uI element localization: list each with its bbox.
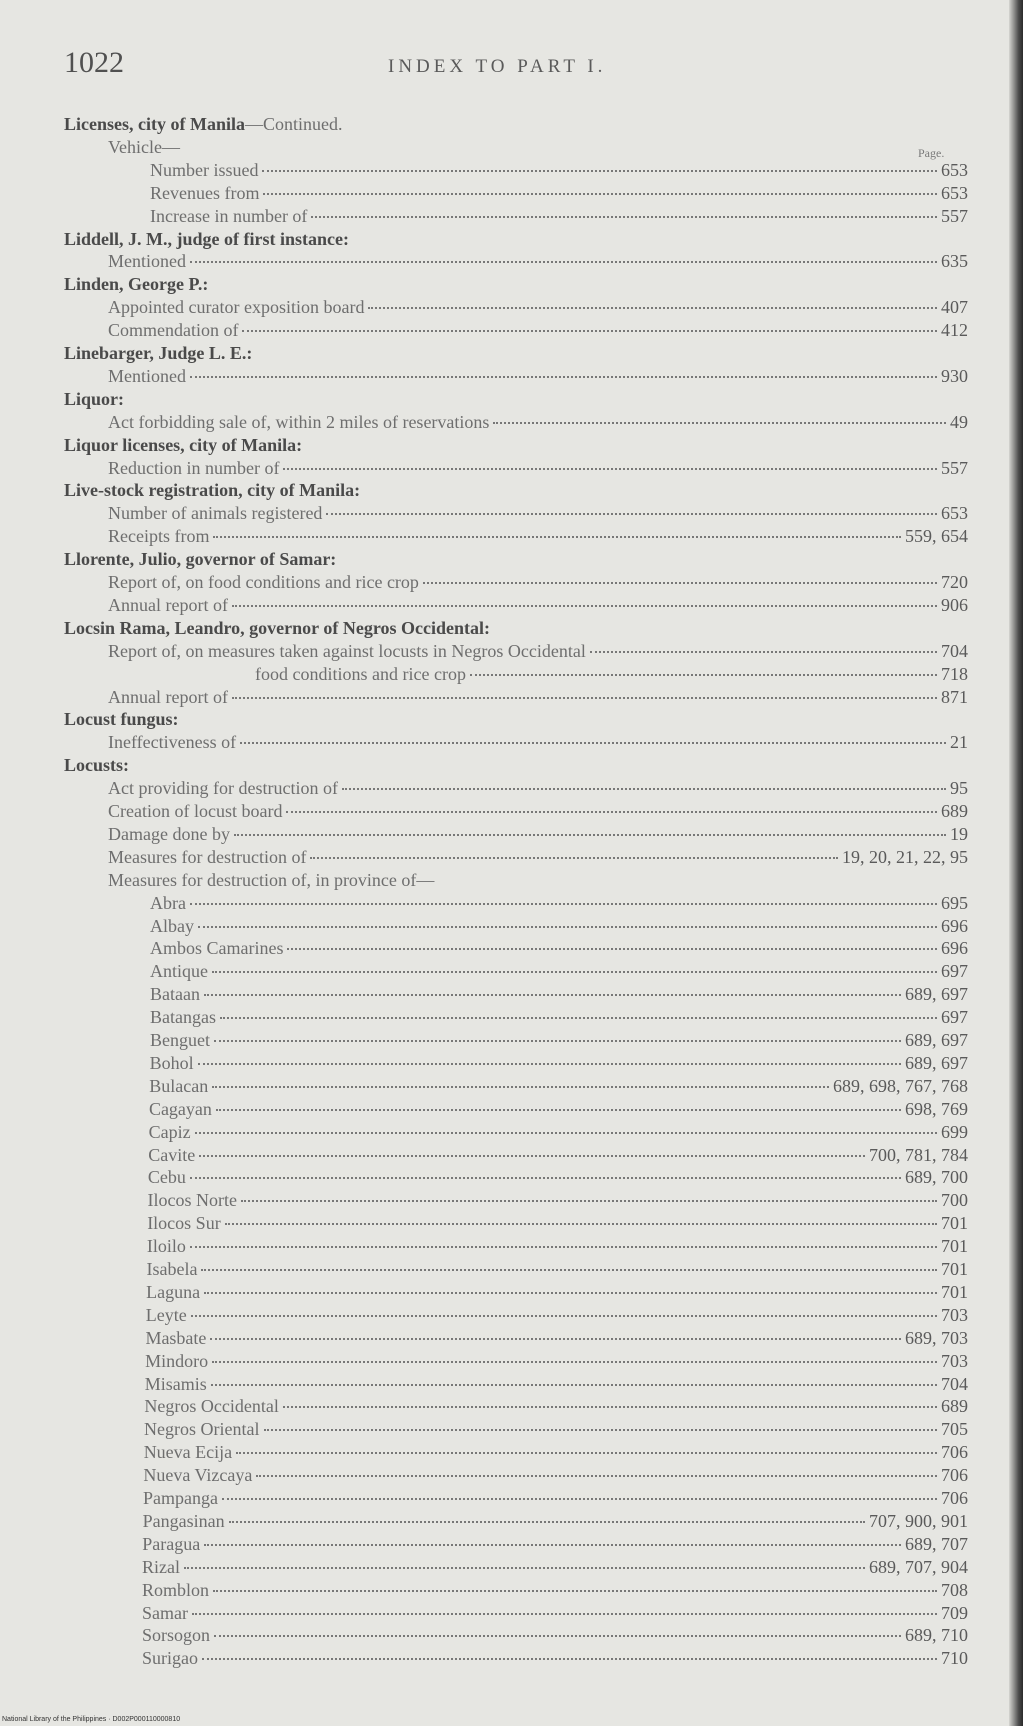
dot-leader — [190, 376, 937, 378]
index-subentry — [108, 686, 968, 708]
index-subentry — [142, 1533, 968, 1555]
page-reference: 559, 654 — [905, 526, 968, 547]
entry-label: Vehicle— — [108, 136, 180, 157]
index-subentry — [108, 411, 968, 433]
dot-leader — [190, 903, 937, 905]
index-subentry — [142, 1556, 968, 1578]
dot-leader — [493, 422, 946, 424]
index-subentry — [150, 983, 968, 1005]
entry-label: Revenues from — [150, 182, 260, 203]
page-reference: 710 — [941, 1648, 968, 1669]
index-subentry — [145, 1350, 968, 1372]
page-reference: 689 — [941, 801, 968, 821]
page-reference: 701 — [941, 1259, 968, 1279]
page-reference: 708 — [941, 1579, 968, 1600]
page-number: 1022 — [64, 46, 124, 79]
page-reference: 718 — [941, 663, 968, 684]
entry-label: Number issued — [150, 159, 259, 180]
dot-leader — [214, 1040, 901, 1042]
index-subentry — [108, 457, 968, 479]
dot-leader — [283, 1406, 937, 1408]
index-subentry — [143, 1510, 968, 1532]
dot-leader — [212, 1361, 937, 1363]
index-subentry — [143, 1464, 968, 1486]
dot-leader — [190, 1246, 937, 1248]
index-subentry — [150, 937, 968, 959]
entry-label: Report of, on food conditions and rice crop — [108, 572, 419, 592]
index-subentry — [108, 296, 968, 318]
running-head: INDEX TO PART I. — [388, 56, 607, 77]
entry-label: Laguna — [146, 1281, 201, 1302]
entry-label: Increase in number of — [150, 205, 308, 226]
entry-label: Annual report of — [108, 594, 228, 615]
entry-label: Isabela — [146, 1259, 198, 1279]
page-reference: 19 — [950, 823, 968, 844]
index-subentry — [142, 1647, 968, 1669]
index-heading — [64, 754, 129, 776]
entry-label: Nueva Ecija — [143, 1442, 233, 1463]
dot-leader — [240, 742, 946, 744]
dot-leader — [211, 1384, 937, 1386]
entry-label: Surigao — [142, 1648, 198, 1669]
page-reference: 21 — [950, 732, 968, 753]
entry-label: Benguet — [150, 1030, 210, 1050]
entry-label: Reduction in number of — [108, 457, 280, 478]
page-reference: 696 — [941, 938, 968, 959]
entry-label: Rizal — [142, 1556, 180, 1577]
index-subentry — [150, 892, 968, 914]
page-reference: 689, 697 — [904, 1052, 968, 1073]
entry-label: Act providing for destruction of — [108, 778, 338, 799]
index-subentry — [108, 777, 968, 799]
dot-leader — [198, 926, 937, 928]
entry-label: Locust fungus: — [64, 709, 179, 730]
dot-leader — [204, 994, 901, 996]
index-heading — [64, 342, 252, 364]
index-heading — [64, 548, 336, 570]
entry-label: Locsin Rama, Leandro, governor of Negros Occidental: — [64, 617, 490, 638]
dot-leader — [222, 1498, 937, 1500]
page-reference: 701 — [940, 1236, 968, 1257]
entry-label: Damage done by — [108, 823, 230, 844]
page-reference: 653 — [941, 182, 968, 203]
index-subentry — [144, 1418, 968, 1440]
index-subentry — [150, 915, 968, 937]
index-subentry — [255, 663, 968, 685]
entry-label: Negros Occidental — [144, 1396, 279, 1417]
dot-leader — [198, 1063, 901, 1065]
dot-leader — [262, 170, 937, 172]
entry-label: Romblon — [142, 1579, 210, 1600]
page-reference: 695 — [941, 892, 968, 913]
index-heading — [64, 434, 302, 456]
index-subentry — [108, 502, 968, 524]
dot-leader — [242, 330, 937, 332]
page-reference: 709 — [941, 1602, 968, 1623]
dot-leader — [190, 1177, 901, 1179]
entry-label: Mentioned — [108, 251, 186, 272]
dot-leader — [590, 651, 937, 653]
index-subentry — [144, 1441, 968, 1463]
dot-leader — [286, 811, 937, 813]
page-reference: 407 — [941, 297, 968, 318]
entry-label: Negros Oriental — [144, 1419, 260, 1440]
page-reference: 689, 700 — [904, 1167, 968, 1188]
page-reference: 705 — [940, 1419, 968, 1440]
index-subentry — [108, 846, 968, 868]
page-reference: 653 — [941, 159, 968, 180]
entry-label: Paragua — [142, 1533, 201, 1554]
dot-leader — [204, 1544, 901, 1546]
dot-leader — [216, 1109, 901, 1111]
dot-leader — [214, 1635, 901, 1637]
index-subentry — [108, 319, 968, 341]
page-reference: 19, 20, 21, 22, 95 — [842, 846, 968, 867]
index-subentry — [143, 1487, 968, 1509]
entry-label: Liquor licenses, city of Manila: — [64, 434, 303, 455]
index-subentry — [108, 571, 968, 593]
entry-label: Annual report of — [108, 686, 228, 707]
dot-leader — [229, 1521, 865, 1523]
entry-label: food conditions and rice crop — [255, 663, 466, 684]
index-heading — [64, 388, 124, 410]
index-subentry — [108, 365, 968, 387]
dot-leader — [232, 697, 937, 699]
page-reference: 689, 707 — [904, 1533, 968, 1554]
page-reference: 701 — [940, 1281, 968, 1302]
page-reference: 701 — [940, 1213, 968, 1234]
index-subentry — [108, 250, 968, 272]
index-subentry — [147, 1212, 968, 1234]
dot-leader — [287, 948, 937, 950]
index-subentry — [149, 1121, 968, 1143]
dot-leader — [342, 788, 946, 790]
page-reference: 689, 703 — [904, 1327, 968, 1348]
entry-label: Liddell, J. M., judge of first instance: — [64, 228, 349, 249]
dot-leader — [326, 513, 937, 515]
dot-leader — [234, 834, 946, 836]
index-heading — [64, 708, 179, 730]
index-subentry — [108, 640, 968, 662]
index-subentry — [145, 1373, 968, 1395]
index-subentry — [150, 182, 968, 204]
entry-label: Linebarger, Judge L. E.: — [64, 343, 253, 363]
index-heading — [64, 617, 490, 639]
dot-leader — [256, 1475, 937, 1477]
index-subentry — [108, 136, 180, 158]
index-subentry — [149, 1098, 968, 1120]
entry-label: Ineffectiveness of — [108, 732, 237, 753]
dot-leader — [225, 1223, 937, 1225]
entry-label: Bulacan — [149, 1075, 209, 1096]
entry-label: Report of, on measures taken against locusts in Negros Occidental — [108, 640, 586, 661]
dot-leader — [213, 1590, 937, 1592]
entry-label: Batangas — [150, 1007, 216, 1028]
page-reference: 699 — [940, 1121, 968, 1142]
entry-label: Sorsogon — [142, 1625, 211, 1646]
page-reference: 700 — [940, 1190, 968, 1211]
index-subentry — [150, 205, 968, 227]
page-reference: 689 — [940, 1396, 968, 1417]
index-subentry — [142, 1579, 968, 1601]
entry-label: Samar — [142, 1602, 188, 1623]
entry-label: Leyte — [145, 1304, 187, 1325]
dot-leader — [283, 468, 937, 470]
dot-leader — [190, 261, 937, 263]
entry-label: Locusts: — [64, 755, 130, 776]
entry-label: Mindoro — [145, 1350, 209, 1371]
page-reference: 696 — [941, 915, 968, 936]
entry-label: Llorente, Julio, governor of Samar: — [64, 549, 337, 570]
continued-note: —Continued. — [244, 114, 343, 134]
index-heading — [64, 228, 349, 250]
entry-label: Mentioned — [108, 365, 186, 386]
page-reference: 557 — [941, 457, 968, 478]
dot-leader — [184, 1567, 865, 1569]
page-reference: 697 — [941, 961, 968, 982]
entry-label: Licenses, city of Manila — [64, 114, 245, 134]
index-subentry — [108, 525, 968, 547]
page-reference: 689, 707, 904 — [869, 1556, 968, 1577]
index-subentry — [142, 1602, 968, 1624]
dot-leader — [263, 193, 937, 195]
index-subentry — [146, 1304, 968, 1326]
page-reference: 689, 710 — [905, 1625, 968, 1646]
page-reference: 557 — [941, 205, 968, 226]
index-subentry — [142, 1624, 968, 1646]
dot-leader — [241, 1200, 937, 1202]
dot-leader — [212, 971, 937, 973]
index-subentry — [145, 1327, 968, 1349]
page-reference: 871 — [941, 686, 968, 707]
page-reference: 930 — [941, 365, 968, 386]
entry-label: Abra — [150, 892, 186, 913]
entry-label: Bohol — [149, 1052, 194, 1073]
dot-leader — [311, 216, 937, 218]
dot-leader — [470, 674, 937, 676]
entry-label: Antique — [150, 961, 208, 982]
page-reference: 706 — [941, 1488, 968, 1508]
dot-leader — [236, 1452, 937, 1454]
page-column-label: Page. — [918, 146, 945, 160]
index-subentry — [108, 869, 434, 891]
dot-leader — [202, 1658, 937, 1660]
entry-label: Albay — [150, 915, 194, 936]
entry-label: Bataan — [150, 984, 200, 1005]
entry-label: Live-stock registration, city of Manila: — [64, 480, 361, 501]
entry-label: Pampanga — [143, 1488, 218, 1508]
dot-leader — [210, 1338, 901, 1340]
entry-label: Pangasinan — [142, 1510, 225, 1531]
page-reference: 703 — [940, 1350, 968, 1371]
entry-label: Nueva Vizcaya — [143, 1465, 253, 1486]
page-reference: 706 — [940, 1442, 968, 1463]
entry-label: Receipts from — [108, 526, 210, 547]
page-reference: 698, 769 — [904, 1098, 968, 1119]
entry-label: Measures for destruction of — [108, 846, 307, 867]
page-reference: 635 — [941, 251, 968, 272]
index-subentry — [108, 823, 968, 845]
page-reference: 653 — [941, 503, 968, 524]
dot-leader — [212, 1086, 829, 1088]
index-subentry — [149, 1075, 968, 1097]
dot-leader — [199, 1155, 865, 1157]
entry-label: Masbate — [145, 1327, 207, 1348]
entry-label: Linden, George P.: — [64, 274, 209, 295]
dot-leader — [195, 1132, 937, 1134]
page-reference: 412 — [941, 320, 968, 341]
entry-label: Liquor: — [64, 388, 125, 409]
entry-label: Iloilo — [146, 1236, 186, 1257]
dot-leader — [192, 1613, 937, 1615]
index-subentry — [108, 800, 968, 822]
page-reference: 704 — [941, 1373, 968, 1394]
page-reference: 700, 781, 784 — [869, 1144, 968, 1165]
index-subentry — [108, 594, 968, 616]
entry-label: Cagayan — [148, 1098, 212, 1119]
dot-leader — [423, 582, 937, 584]
entry-label: Commendation of — [108, 320, 239, 341]
page-reference: 689, 697 — [905, 984, 968, 1005]
index-subentry — [148, 1189, 968, 1211]
page-reference: 706 — [940, 1465, 968, 1486]
dot-leader — [201, 1269, 937, 1271]
index-subentry — [147, 1235, 968, 1257]
page-reference: 689, 697 — [905, 1030, 968, 1050]
page-reference: 720 — [941, 572, 968, 592]
index-subentry — [148, 1144, 968, 1166]
index-subentry — [148, 1166, 968, 1188]
index-subentry — [150, 1006, 968, 1028]
page-reference: 906 — [941, 594, 968, 615]
dot-leader — [191, 1315, 937, 1317]
dot-leader — [368, 307, 937, 309]
entry-label: Act forbidding sale of, within 2 miles of reservations — [108, 411, 490, 432]
page-reference: 704 — [941, 640, 968, 661]
footer-credit: National Library of the Philippines · D002P000110000810 — [2, 1716, 181, 1723]
index-subentry — [146, 1281, 968, 1303]
page-reference: 703 — [940, 1304, 968, 1325]
index-heading — [64, 479, 360, 501]
entry-label: Cebu — [147, 1167, 186, 1188]
dot-leader — [213, 536, 901, 538]
index-heading — [64, 273, 208, 295]
entry-label: Creation of locust board — [108, 801, 283, 821]
page-reference: 697 — [941, 1007, 968, 1028]
index-subentry — [147, 1258, 969, 1280]
dot-leader — [232, 605, 937, 607]
index-subentry — [150, 1052, 968, 1074]
index-subentry — [144, 1395, 968, 1417]
index-subentry — [150, 960, 968, 982]
page-reference: 49 — [950, 411, 968, 432]
index-heading — [64, 113, 342, 135]
dot-leader — [220, 1017, 937, 1019]
page-reference: 707, 900, 901 — [868, 1510, 968, 1531]
dot-leader — [204, 1292, 937, 1294]
page-reference: 689, 698, 767, 768 — [832, 1075, 968, 1096]
entry-label: Ilocos Sur — [147, 1213, 221, 1234]
index-subentry — [108, 731, 968, 753]
entry-label: Appointed curator exposition board — [108, 297, 365, 318]
entry-label: Ilocos Norte — [147, 1190, 238, 1211]
dot-leader — [264, 1429, 937, 1431]
page-reference: 95 — [950, 778, 968, 799]
entry-label: Measures for destruction of, in province of— — [108, 869, 435, 890]
entry-label: Number of animals registered — [108, 503, 323, 524]
entry-label: Cavite — [148, 1144, 196, 1165]
index-subentry — [150, 159, 968, 181]
index-subentry — [150, 1029, 968, 1051]
entry-label: Capiz — [148, 1121, 191, 1142]
dot-leader — [310, 857, 838, 859]
entry-label: Misamis — [144, 1373, 207, 1394]
entry-label: Ambos Camarines — [150, 938, 284, 959]
